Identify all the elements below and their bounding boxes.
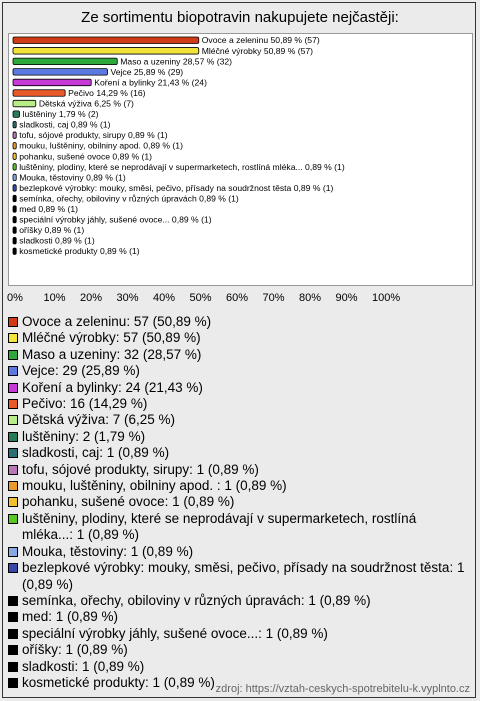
x-tick-label: 40% [153,292,176,304]
legend-item [8,445,470,461]
chart-title: Ze sortimentu biopotravin nakupujete nejčastěji: [81,9,399,26]
legend-swatch [8,629,18,639]
bar-8 [13,121,16,128]
x-tick-label: 50% [189,292,212,304]
legend-label: Ovoce a zeleninu: 57 (50,89 %) [22,314,212,329]
bar-label-8: sladkosti, caj 0,89 % (1) [19,119,111,130]
legend-label: tofu, sójové produkty, sirupy: 1 (0,89 %) [22,461,259,477]
bar-label-13: Mouka, těstoviny 0,89 % (1) [19,172,126,183]
x-tick-label: 0% [7,292,23,304]
bar-label-7: luštěniny 1,79 % (2) [22,109,99,120]
bar-label-3: Vejce 25,89 % (29) [110,66,184,77]
bar-label-17: speciální výrobky jáhly, sušené ovoce... 0,89 % (1) [19,214,212,225]
bar-1 [13,48,199,55]
legend-swatch [8,432,18,442]
bar-label-2: Maso a uzeniny 28,57 % (32) [120,56,233,67]
bar-5 [13,90,65,97]
bar-7 [13,111,20,118]
legend-item [8,314,470,330]
legend-item [8,560,470,593]
legend-item [8,347,470,363]
plot-area [8,33,473,286]
legend-label: speciální výrobky jáhly, sušené ovoce...: 1 (0,89 %) [22,625,328,641]
legend-item [8,330,470,346]
legend-item [8,593,470,609]
x-tick-label: 90% [335,292,358,304]
x-tick-label: 30% [116,292,139,304]
legend-item [8,511,470,544]
bar-15 [13,195,16,202]
bar-14 [13,185,16,192]
legend-swatch [8,415,18,425]
legend-item [8,494,470,510]
legend-label: bezlepkové výrobky: mouky, směsi, pečivo, přísady na soudržnost těsta: 1 (0,89 %) [22,560,465,592]
bar-chart [9,34,472,285]
bar-18 [13,227,16,234]
bar-13 [13,174,16,181]
legend-swatch [8,317,18,327]
bar-label-9: tofu, sójové produkty, sirupy 0,89 % (1) [19,130,168,141]
legend-item [8,626,470,642]
bar-label-12: luštěniny, plodiny, které se neprodávají v supermarketech, rostlíná mléka... 0,89 % (1) [19,161,345,172]
legend-swatch [8,612,18,622]
x-tick-label: 100% [372,292,401,304]
bar-label-1: Mléčné výrobky 50,89 % (57) [201,45,314,56]
legend-label: kosmetické produkty: 1 (0,89 %) [22,674,215,690]
legend-swatch [8,481,18,491]
legend-item [8,462,470,478]
legend-label: luštěniny, plodiny, které se neprodávají v supermarketech, rostlíná mléka...: 1 (0,89 %) [22,510,417,543]
x-tick-label: 80% [299,292,322,304]
bar-17 [13,216,16,223]
legend-swatch [8,350,18,360]
legend-swatch [8,366,18,376]
legend-label: Pečivo: 16 (14,29 %) [22,396,148,412]
legend-label: Maso a uzeniny: 32 (28,57 %) [22,346,202,362]
legend-swatch [8,678,18,688]
bar-label-0: Ovoce a zeleninu 50,89 % (57) [201,35,320,46]
bar-label-16: med 0,89 % (1) [19,204,79,214]
bar-11 [13,153,16,160]
x-tick-label: 70% [262,292,285,304]
bar-label-11: pohanku, sušené ovoce 0,89 % (1) [19,151,153,162]
legend-item [8,429,470,445]
legend-item [8,659,470,675]
legend-item [8,609,470,625]
legend-label: Dětská výživa: 7 (6,25 %) [22,412,176,428]
legend-swatch [8,547,18,557]
legend-label: Koření a bylinky: 24 (21,43 %) [22,379,203,395]
bar-0 [13,37,199,44]
bar-label-10: mouku, luštěniny, obilniny apod. 0,89 % (1) [19,140,183,151]
bar-12 [13,164,16,171]
legend-swatch [8,497,18,507]
bar-label-4: Koření a bylinky 21,43 % (24) [94,77,207,88]
bar-6 [13,100,36,107]
bar-4 [13,79,91,86]
legend-swatch [8,645,18,655]
legend-label: Mouka, těstoviny: 1 (0,89 %) [22,543,194,559]
legend-item [8,380,470,396]
legend-label: pohanku, sušené ovoce: 1 (0,89 %) [22,494,235,510]
legend-label: sladkosti: 1 (0,89 %) [22,658,145,674]
legend-swatch [8,448,18,458]
legend-label: sladkosti, caj: 1 (0,89 %) [22,445,170,461]
bar-20 [13,248,16,255]
bar-16 [13,206,16,213]
legend [8,314,470,691]
legend-label: Vejce: 29 (25,89 %) [22,363,140,379]
legend-item [8,544,470,560]
bar-label-5: Pečivo 14,29 % (16) [68,87,146,98]
bar-label-20: kosmetické produkty 0,89 % (1) [19,246,140,257]
legend-swatch [8,563,18,573]
legend-swatch [8,662,18,672]
legend-item [8,396,470,412]
x-tick-label: 60% [226,292,249,304]
bar-19 [13,237,16,244]
legend-label: Mléčné výrobky: 57 (50,89 %) [22,330,201,346]
legend-label: mouku, luštěniny, obilniny apod. : 1 (0,89 %) [22,478,287,494]
legend-swatch [8,333,18,343]
x-tick-label: 10% [43,292,66,304]
bar-10 [13,143,16,150]
x-tick-label: 20% [80,292,103,304]
legend-swatch [8,596,18,606]
legend-swatch [8,399,18,409]
legend-label: oříšky: 1 (0,89 %) [22,642,128,658]
bar-2 [13,58,117,65]
legend-item [8,412,470,428]
bar-3 [13,69,107,76]
legend-swatch [8,383,18,393]
legend-label: luštěniny: 2 (1,79 %) [22,428,146,444]
bar-label-19: sladkosti 0,89 % (1) [19,235,95,246]
legend-item [8,642,470,658]
source-note: zdroj: https://vztah-ceskych-spotrebitelu-k.vyplnto.cz [215,683,470,695]
legend-item [8,363,470,379]
bar-label-15: semínka, ořechy, obiloviny v různých úpravách 0,89 % (1) [19,193,239,204]
legend-label: med: 1 (0,89 %) [22,609,119,625]
bar-label-14: bezlepkové výrobky: mouky, směsi, pečivo, přísady na soudržnost těsta 0,89 % (1) [19,182,334,193]
legend-swatch [8,514,18,524]
bar-label-18: oříšky 0,89 % (1) [19,225,85,236]
legend-swatch [8,465,18,475]
bar-9 [13,132,16,139]
legend-item [8,478,470,494]
legend-label: semínka, ořechy, obiloviny v různých úpravách: 1 (0,89 %) [22,592,371,608]
bar-label-6: Dětská výživa 6,25 % (7) [38,98,134,109]
